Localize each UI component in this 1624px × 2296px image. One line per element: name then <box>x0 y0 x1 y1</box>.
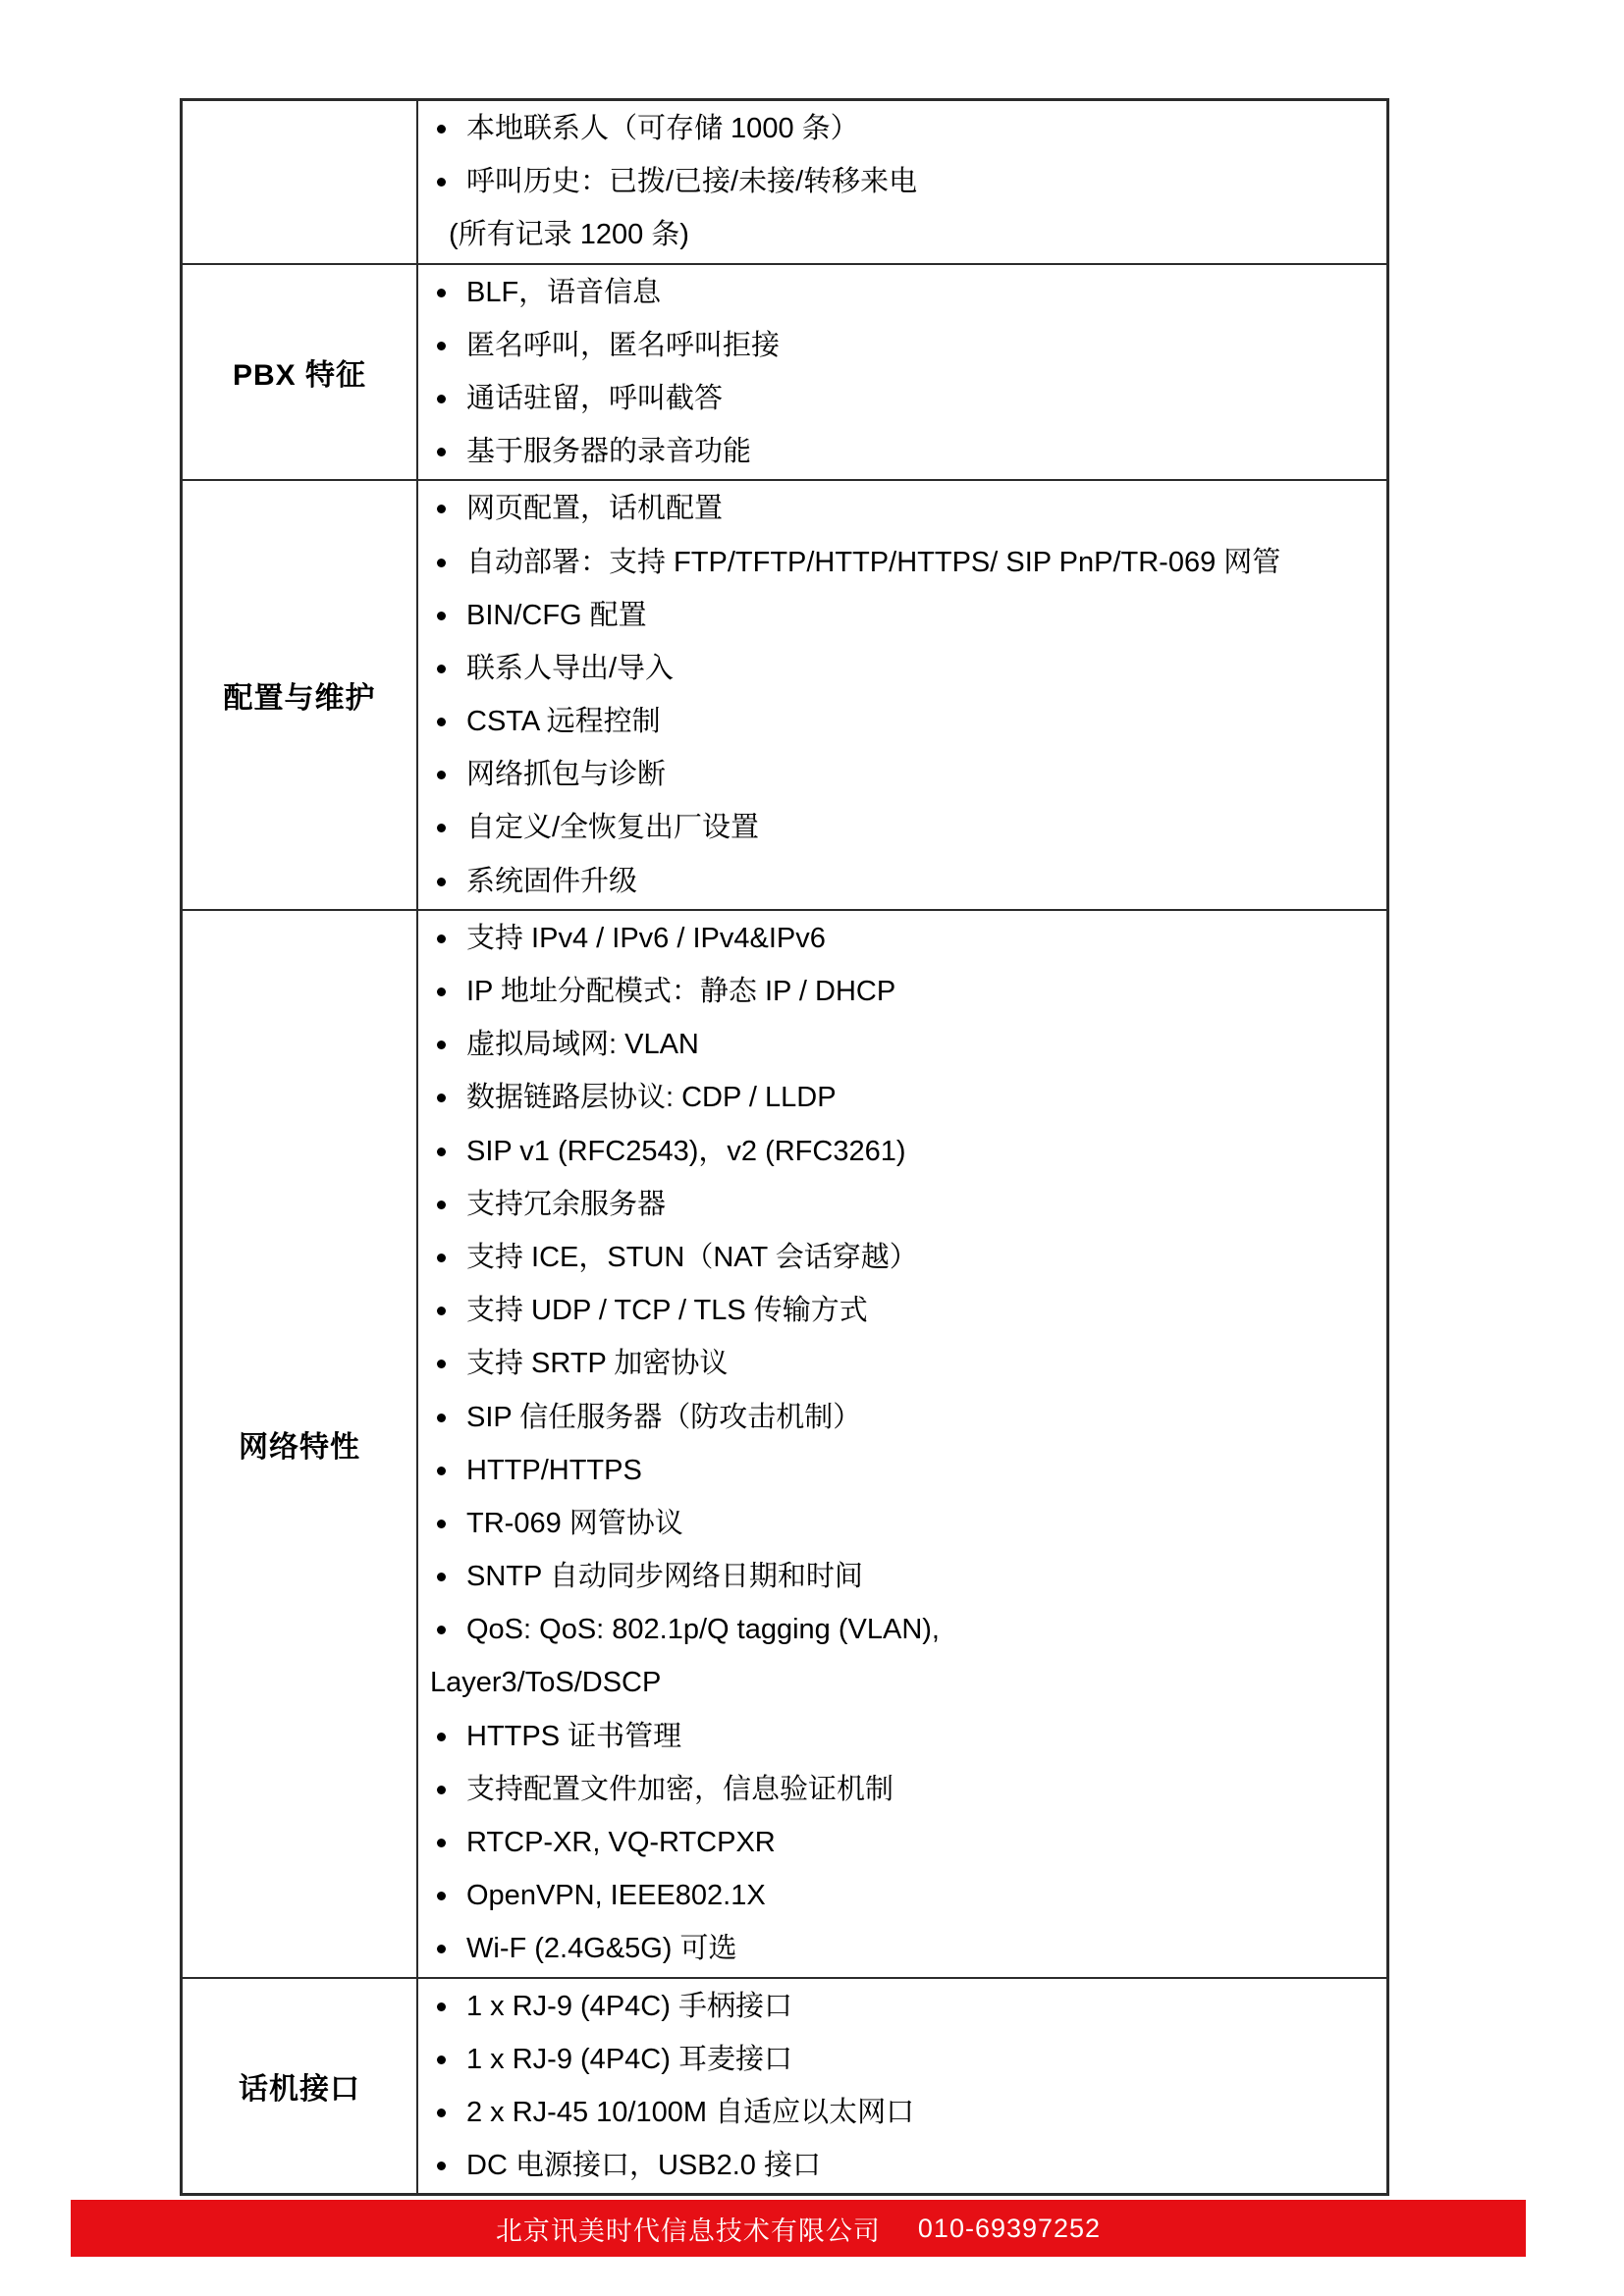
bullet-icon <box>437 1414 446 1422</box>
spec-item <box>418 1603 1386 1656</box>
bullet-icon <box>437 2056 446 2064</box>
spec-item-text: 匿名呼叫，匿名呼叫拒接 <box>466 329 781 361</box>
spec-item <box>418 1710 1386 1763</box>
spec-item <box>418 1071 1386 1124</box>
section-label-cell <box>183 911 418 1977</box>
spec-item-text: SNTP 自动同步网络日期和时间 <box>466 1561 863 1593</box>
spec-item-text: 支持 ICE，STUN（NAT 会话穿越） <box>466 1241 918 1273</box>
spec-item <box>418 1444 1386 1497</box>
spec-item <box>418 1869 1386 1922</box>
spec-item-text: 支持 IPv4 / IPv6 / IPv4&IPv6 <box>466 922 826 954</box>
spec-item <box>418 482 1386 535</box>
bullet-icon <box>437 1360 446 1368</box>
bullet-icon <box>437 612 446 620</box>
spec-item <box>418 1497 1386 1550</box>
bullet-icon <box>437 665 446 673</box>
spec-item <box>418 1337 1386 1390</box>
section-items-cell <box>418 101 1386 263</box>
bullet-icon <box>437 1041 446 1049</box>
spec-item-text: 2 x RJ-45 10/100M 自适应以太网口 <box>466 2096 915 2128</box>
spec-item-text: 系统固件升级 <box>466 865 638 897</box>
spec-item <box>418 912 1386 965</box>
section-label: 话机接口 <box>239 2072 360 2106</box>
spec-item <box>418 1816 1386 1869</box>
spec-item <box>418 1178 1386 1231</box>
bullet-icon <box>437 1945 446 1953</box>
spec-table <box>180 98 1389 2196</box>
spec-item-text: 虚拟局域网: VLAN <box>466 1029 699 1061</box>
table-row <box>183 1977 1386 2194</box>
spec-item <box>418 965 1386 1018</box>
spec-item <box>418 1922 1386 1975</box>
bullet-icon <box>437 395 446 403</box>
bullet-icon <box>437 878 446 886</box>
spec-item <box>418 1550 1386 1603</box>
spec-item <box>418 372 1386 425</box>
spec-item-text: RTCP-XR, VQ-RTCPXR <box>466 1827 776 1858</box>
bullet-icon <box>437 934 446 943</box>
spec-item <box>418 695 1386 748</box>
bullet-icon <box>437 289 446 297</box>
spec-item <box>418 855 1386 908</box>
table-row <box>183 909 1386 1977</box>
section-items-cell <box>418 265 1386 480</box>
bullet-icon <box>437 1626 446 1634</box>
spec-item-text: Layer3/ToS/DSCP <box>430 1667 662 1699</box>
section-label: PBX 特征 <box>232 358 367 392</box>
bullet-icon <box>437 448 446 456</box>
bullet-icon <box>437 1094 446 1102</box>
spec-item-text: CSTA 远程控制 <box>466 706 661 738</box>
spec-item-text: Wi-F (2.4G&5G) 可选 <box>466 1933 737 1965</box>
bullet-icon <box>437 1520 446 1528</box>
bullet-icon <box>437 824 446 832</box>
bullet-icon <box>437 1254 446 1262</box>
bullet-icon <box>437 2109 446 2117</box>
bullet-icon <box>437 178 446 187</box>
spec-item <box>418 2033 1386 2086</box>
bullet-icon <box>437 1307 446 1315</box>
spec-item <box>418 425 1386 478</box>
spec-item-text: 本地联系人（可存储 1000 条） <box>466 113 859 144</box>
spec-item-text: SIP 信任服务器（防攻击机制） <box>466 1401 862 1433</box>
section-label: 配置与维护 <box>223 682 376 716</box>
bullet-icon <box>437 125 446 133</box>
table-row <box>183 101 1386 263</box>
spec-item-text: 1 x RJ-9 (4P4C) 耳麦接口 <box>466 2043 792 2075</box>
section-label-cell <box>183 1979 418 2194</box>
section-label: 网络特性 <box>239 1430 360 1464</box>
spec-item-text: 自动部署：支持 FTP/TFTP/HTTP/HTTPS/ SIP PnP/TR-069 网管 <box>466 546 1281 578</box>
table-row <box>183 263 1386 480</box>
spec-item <box>418 266 1386 319</box>
spec-item-text: (所有记录 1200 条) <box>449 219 689 251</box>
section-label-cell <box>183 101 418 263</box>
footer-phone: 010-69397252 <box>917 2213 1102 2243</box>
spec-item-text: 支持 SRTP 加密协议 <box>466 1348 729 1380</box>
spec-item <box>418 536 1386 589</box>
spec-item <box>418 2139 1386 2192</box>
spec-item <box>418 1125 1386 1178</box>
spec-item-text: BIN/CFG 配置 <box>466 599 647 631</box>
spec-item <box>418 801 1386 854</box>
spec-item-text: 支持 UDP / TCP / TLS 传输方式 <box>466 1295 868 1327</box>
bullet-icon <box>437 1786 446 1794</box>
spec-item-text: 数据链路层协议: CDP / LLDP <box>466 1082 837 1114</box>
spec-item-text: 支持冗余服务器 <box>466 1188 667 1220</box>
bullet-icon <box>437 2002 446 2011</box>
spec-item-text: BLF，语音信息 <box>466 276 662 308</box>
spec-item-text: 网页配置，话机配置 <box>466 493 724 525</box>
footer-company: 北京讯美时代信息技术有限公司 <box>495 2216 881 2246</box>
spec-item-text: HTTPS 证书管理 <box>466 1720 682 1752</box>
spec-item-text: 呼叫历史：已拨/已接/未接/转移来电 <box>466 166 918 198</box>
footer-bar <box>71 2200 1526 2257</box>
section-label-cell <box>183 481 418 909</box>
bullet-icon <box>437 342 446 350</box>
section-label-cell <box>183 265 418 480</box>
spec-item-text: 网络抓包与诊断 <box>466 759 667 791</box>
spec-item <box>418 1284 1386 1337</box>
spec-item-text: QoS: QoS: 802.1p/Q tagging (VLAN), <box>466 1614 940 1646</box>
bullet-icon <box>437 1733 446 1741</box>
bullet-icon <box>437 505 446 513</box>
spec-item-text: 自定义/全恢复出厂设置 <box>466 812 760 844</box>
spec-item-text: 1 x RJ-9 (4P4C) 手柄接口 <box>466 1990 792 2022</box>
spec-item <box>418 155 1386 208</box>
spec-item <box>418 1656 1386 1709</box>
bullet-icon <box>437 559 446 567</box>
table-row <box>183 479 1386 909</box>
spec-item-text: DC 电源接口，USB2.0 接口 <box>466 2150 821 2182</box>
section-items-cell <box>418 1979 1386 2194</box>
spec-item <box>418 102 1386 155</box>
bullet-icon <box>437 1467 446 1475</box>
spec-item <box>418 642 1386 695</box>
spec-item-text: OpenVPN, IEEE802.1X <box>466 1880 766 1912</box>
section-items-cell <box>418 481 1386 909</box>
bullet-icon <box>437 1892 446 1900</box>
bullet-icon <box>437 1148 446 1156</box>
spec-item-text: 支持配置文件加密，信息验证机制 <box>466 1773 894 1805</box>
spec-item <box>418 1391 1386 1444</box>
spec-item-text: 联系人导出/导入 <box>466 652 675 684</box>
spec-item <box>418 589 1386 642</box>
spec-item-text: 通话驻留，呼叫截答 <box>466 382 724 414</box>
bullet-icon <box>437 718 446 726</box>
bullet-icon <box>437 1839 446 1847</box>
spec-item-text: TR-069 网管协议 <box>466 1507 683 1539</box>
bullet-icon <box>437 771 446 779</box>
spec-item <box>418 748 1386 801</box>
spec-item <box>418 2086 1386 2139</box>
bullet-icon <box>437 1201 446 1209</box>
bullet-icon <box>437 988 446 996</box>
spec-item-text: SIP v1 (RFC2543)，v2 (RFC3261) <box>466 1135 906 1167</box>
spec-item <box>418 1231 1386 1284</box>
spec-item-text: IP 地址分配模式：静态 IP / DHCP <box>466 976 896 1007</box>
section-items-cell <box>418 911 1386 1977</box>
bullet-icon <box>437 1573 446 1581</box>
bullet-icon <box>437 2162 446 2170</box>
spec-item <box>418 1018 1386 1071</box>
spec-item-text: 基于服务器的录音功能 <box>466 436 752 468</box>
spec-item <box>418 319 1386 372</box>
spec-item <box>418 1763 1386 1816</box>
spec-item <box>418 1980 1386 2033</box>
spec-item <box>418 208 1386 261</box>
spec-item-text: HTTP/HTTPS <box>466 1454 642 1486</box>
